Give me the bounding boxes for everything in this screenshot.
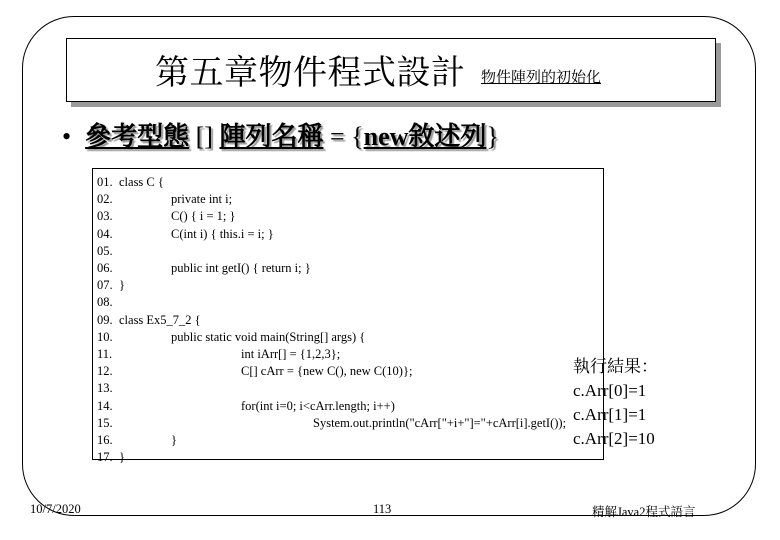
bullet-ref-type: 參考型態 <box>85 122 190 151</box>
code-line-text: private int i; <box>171 192 233 207</box>
code-line-number: 02. <box>97 192 113 207</box>
code-line-number: 12. <box>97 364 113 379</box>
code-line-text: } <box>119 450 125 465</box>
result-line: c.Arr[2]=10 <box>573 429 655 448</box>
code-line-number: 13. <box>97 381 113 396</box>
bullet-marker: • <box>62 122 72 151</box>
code-line-text: int iArr[] = {1,2,3}; <box>241 347 341 361</box>
result-heading: 執行結果： <box>573 357 658 376</box>
bullet-brackets: [] <box>189 122 220 151</box>
code-line-text: class Ex5_7_2 { <box>119 312 201 327</box>
code-line-text: public static void main(String[] args) { <box>171 329 366 344</box>
code-line-text: for(int i=0; i<cArr.length; i++) <box>241 398 395 413</box>
code-line-number: 10. <box>97 329 113 344</box>
bullet-array-name: 陣列名稱 <box>219 122 324 151</box>
code-line-number: 17. <box>97 450 113 465</box>
bullet-close: } <box>486 122 499 151</box>
code-line-text: System.out.println("cArr["+i+"]="+cArr[i].getI()); <box>313 415 567 430</box>
bullet-syntax <box>62 116 499 153</box>
code-line-number: 15. <box>97 415 113 430</box>
code-line-number: 05. <box>97 243 113 258</box>
code-line-number: 09. <box>97 312 113 327</box>
result-panel <box>573 355 658 451</box>
footer-book-title: 精解Java2程式語言 <box>592 505 696 519</box>
code-line-text: C(int i) { this.i = i; } <box>171 226 274 241</box>
code-box <box>92 168 658 465</box>
code-line-text: class C { <box>119 175 164 189</box>
code-line-number: 06. <box>97 261 113 275</box>
footer-date: 10/7/2020 <box>30 502 81 516</box>
result-line: c.Arr[1]=1 <box>573 405 647 424</box>
code-line-number: 11. <box>97 347 113 361</box>
title-box <box>66 38 716 102</box>
code-line-number: 16. <box>97 433 113 447</box>
result-line: c.Arr[0]=1 <box>573 381 647 400</box>
slide-subtitle: 物件陣列的初始化 <box>481 70 602 86</box>
code-line-number: 08. <box>97 295 113 310</box>
code-line-number: 03. <box>97 209 113 224</box>
footer-page-number: 113 <box>373 502 392 516</box>
code-line-text: C[] cArr = {new C(), new C(10)}; <box>241 364 413 379</box>
slide-title: 第五章物件程式設計 <box>155 55 466 92</box>
code-line-number: 07. <box>97 278 113 293</box>
code-line-text: public int getI() { return i; } <box>171 261 311 275</box>
code-line-text: C() { i = 1; } <box>171 209 236 224</box>
bullet-assign: = { <box>323 122 364 151</box>
bullet-new-list: new敘述列 <box>363 122 487 151</box>
code-line-number: 14. <box>97 398 113 413</box>
code-line-number: 01. <box>97 175 113 189</box>
code-line-text: } <box>119 278 125 293</box>
code-line-text: } <box>171 433 177 447</box>
code-line-number: 04. <box>97 226 113 241</box>
